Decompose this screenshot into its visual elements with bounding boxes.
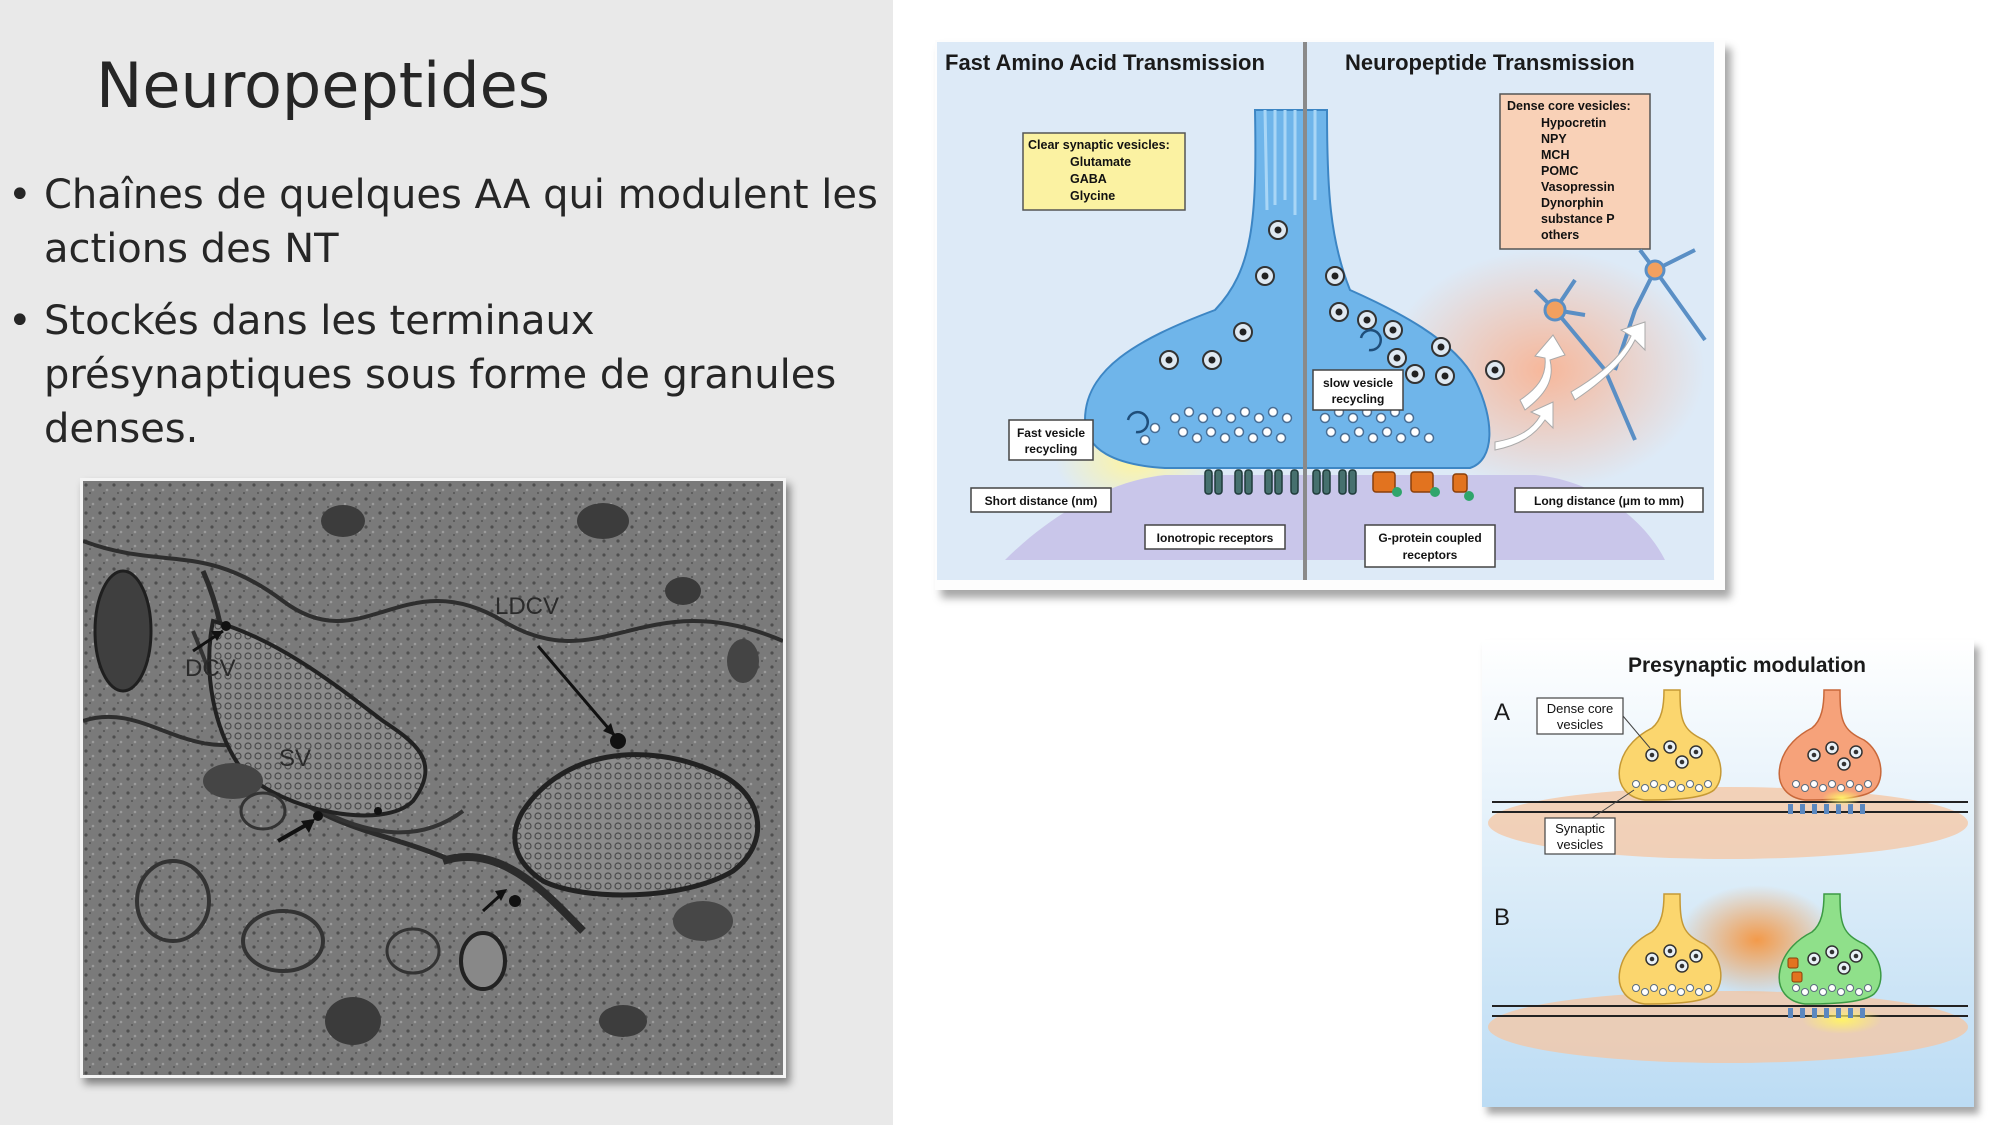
svg-text:Synaptic: Synaptic — [1555, 821, 1605, 836]
dense-core-box — [1500, 94, 1650, 249]
clear-vesicles-title: Clear synaptic vesicles: — [1028, 138, 1170, 152]
slow-recycling-label — [1313, 370, 1403, 410]
clear-vesicles-box — [1023, 133, 1185, 210]
bullet-icon: • — [8, 172, 32, 218]
electron-micrograph — [80, 478, 786, 1078]
sv-label: SV — [279, 745, 312, 772]
dense-core-item: MCH — [1541, 148, 1570, 162]
dense-core-item: Hypocretin — [1541, 116, 1607, 130]
ionotropic-receptors-label — [1145, 525, 1285, 549]
dense-core-item: others — [1541, 228, 1580, 242]
bullet-item — [8, 294, 878, 456]
fast-recycling-label — [1009, 420, 1093, 460]
gpcr-label — [1365, 525, 1495, 567]
panel-b-label: B — [1494, 904, 1511, 931]
svg-text:vesicles: vesicles — [1556, 717, 1604, 732]
dense-core-item: NPY — [1541, 132, 1567, 146]
modulation-diagram — [1482, 640, 1974, 1107]
long-distance-label — [1515, 488, 1703, 512]
svg-text:recycling: recycling — [1331, 392, 1385, 406]
svg-text:Ionotropic receptors: Ionotropic receptors — [1156, 531, 1274, 545]
ldcv-label: LDCV — [495, 593, 560, 620]
svg-text:slow vesicle: slow vesicle — [1322, 376, 1394, 390]
svg-text:Dense core: Dense core — [1546, 701, 1614, 716]
svg-text:Fast vesicle: Fast vesicle — [1016, 426, 1086, 440]
clear-vesicle-item: GABA — [1070, 172, 1107, 186]
dense-core-item: substance P — [1541, 212, 1615, 226]
svg-text:vesicles: vesicles — [1556, 837, 1604, 852]
clear-vesicle-item: Glycine — [1070, 189, 1116, 203]
heading-neuropeptide-transmission: Neuropeptide Transmission — [1345, 50, 1635, 75]
dense-core-item: POMC — [1541, 164, 1579, 178]
receptor-icon — [1792, 972, 1802, 982]
clear-vesicle-item: Glutamate — [1070, 155, 1132, 169]
modulation-title: Presynaptic modulation — [1627, 654, 1867, 677]
bullet-item — [8, 168, 878, 276]
dcv-label: DCV — [185, 655, 236, 682]
svg-text:receptors: receptors — [1402, 548, 1458, 562]
short-distance-label — [971, 488, 1111, 512]
svg-text:Short distance (nm): Short distance (nm) — [984, 494, 1098, 508]
panel-a-label: A — [1494, 699, 1511, 726]
slide-title: Neuropeptides — [96, 49, 551, 122]
receptor-icon — [1788, 958, 1798, 968]
bullet-text: Chaînes de quelques AA qui modulent les actions des NT — [44, 172, 878, 272]
svg-text:Long distance (μm to mm): Long distance (μm to mm) — [1533, 494, 1685, 508]
dense-core-title: Dense core vesicles: — [1507, 99, 1631, 113]
transmission-figure — [935, 40, 1725, 590]
transmission-diagram — [935, 40, 1725, 590]
heading-fast-transmission: Fast Amino Acid Transmission — [945, 50, 1265, 75]
bullet-icon: • — [8, 298, 32, 344]
svg-text:G-protein coupled: G-protein coupled — [1378, 531, 1482, 545]
bullet-list — [8, 168, 878, 474]
micrograph-image — [83, 481, 783, 1075]
presynaptic-modulation-figure — [1482, 640, 1974, 1107]
svg-text:recycling: recycling — [1024, 442, 1078, 456]
dense-core-item: Dynorphin — [1541, 196, 1604, 210]
bullet-text: Stockés dans les terminaux présynaptiques sous forme de granules denses. — [44, 298, 837, 452]
dense-core-item: Vasopressin — [1541, 180, 1615, 194]
